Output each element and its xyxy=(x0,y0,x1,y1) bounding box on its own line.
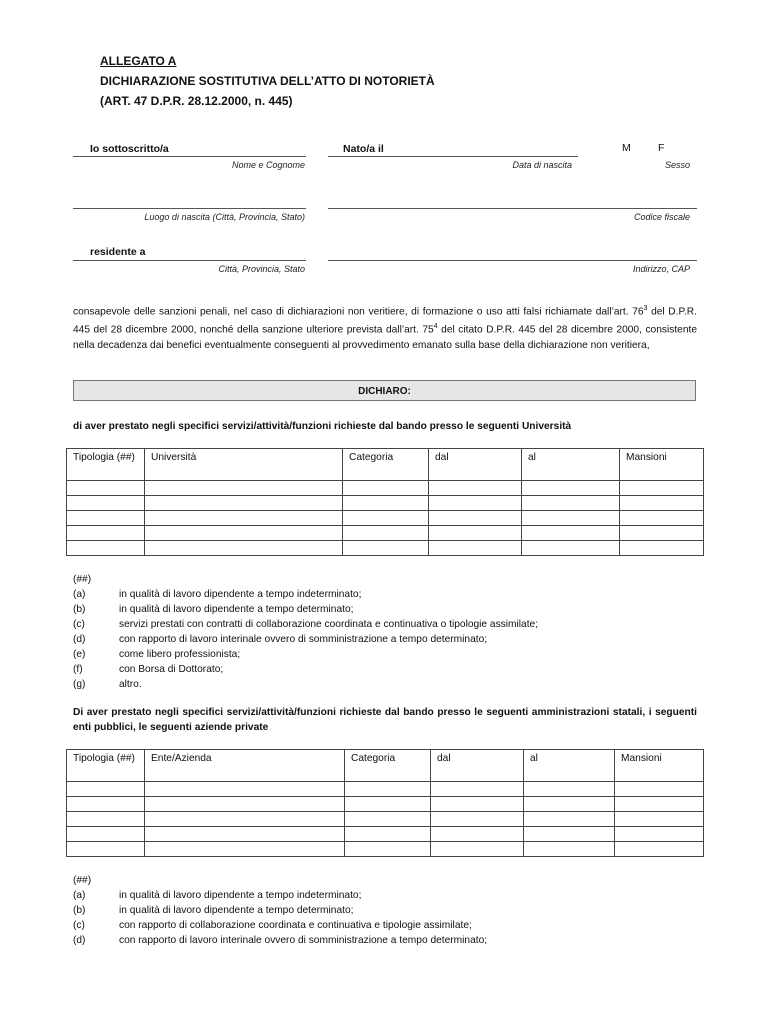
data-nascita-caption: Data di nascita xyxy=(512,160,572,170)
col-dal: dal xyxy=(429,449,522,481)
legend-item: (g) altro. xyxy=(73,679,142,690)
legend-item: (##) xyxy=(73,875,92,886)
tipologia-legend-1 xyxy=(73,572,538,692)
legend-item: (f) con Borsa di Dottorato; xyxy=(73,664,224,675)
table-header-row xyxy=(67,750,704,782)
citta-field[interactable] xyxy=(73,260,306,261)
legend-item: (a) in qualità di lavoro dipendente a tempo indeterminato; xyxy=(73,589,362,600)
legend-item: (a) in qualità di lavoro dipendente a tempo indeterminato; xyxy=(73,890,362,901)
legend-item: (d) con rapporto di lavoro interinale ovvero di somministrazione a tempo determinato; xyxy=(73,634,488,645)
col-al: al xyxy=(524,750,615,782)
col-mansioni: Mansioni xyxy=(620,449,704,481)
col-mansioni: Mansioni xyxy=(615,750,704,782)
citta-caption: Città, Provincia, Stato xyxy=(218,264,305,274)
col-categoria: Categoria xyxy=(345,750,431,782)
legend-item: (b) in qualità di lavoro dipendente a tempo determinato; xyxy=(73,604,354,615)
table-row[interactable] xyxy=(67,827,704,842)
table-row[interactable] xyxy=(67,797,704,812)
table-row[interactable] xyxy=(67,842,704,857)
section2-intro: Di aver prestato negli specifici servizi/attività/funzioni richieste dal bando presso le seguenti amministrazioni statali, i seguenti enti pubblici, le seguenti aziende private xyxy=(73,707,697,733)
codice-fiscale-caption: Codice fiscale xyxy=(633,212,690,222)
table-row[interactable] xyxy=(67,496,704,511)
dichiaro-banner: DICHIARO: xyxy=(73,380,696,401)
sex-m-option[interactable]: M xyxy=(622,142,631,154)
col-universita: Università xyxy=(145,449,343,481)
table-row[interactable] xyxy=(67,511,704,526)
document-reference: (ART. 47 D.P.R. 28.12.2000, n. 445) xyxy=(100,94,293,108)
legend-item: (d) con rapporto di lavoro interinale ovvero di somministrazione a tempo determinato; xyxy=(73,935,488,946)
sex-f-option[interactable]: F xyxy=(658,142,665,154)
col-tipologia: Tipologia (##) xyxy=(67,750,145,782)
legend-item: (e) come libero professionista; xyxy=(73,649,241,660)
section1-intro: di aver prestato negli specifici servizi/attività/funzioni richieste dal bando presso le seguenti Università xyxy=(73,421,572,432)
table-header-row xyxy=(67,449,704,481)
enti-table xyxy=(66,749,704,857)
col-tipologia: Tipologia (##) xyxy=(67,449,145,481)
sottoscritto-label: Io sottoscritto/a xyxy=(90,143,169,155)
nome-field[interactable] xyxy=(73,156,306,157)
legend-item: (b) in qualità di lavoro dipendente a tempo determinato; xyxy=(73,905,354,916)
legend-item: (c) con rapporto di collaborazione coordinata e continuativa e tipologie assimilate; xyxy=(73,920,472,931)
col-categoria: Categoria xyxy=(343,449,429,481)
table-row[interactable] xyxy=(67,481,704,496)
nato-label: Nato/a il xyxy=(343,143,384,155)
sesso-caption: Sesso xyxy=(664,160,690,170)
luogo-nascita-field[interactable] xyxy=(73,208,306,209)
legend-item: (c) servizi prestati con contratti di collaborazione coordinata e continuativa o tipologie assimilate; xyxy=(73,619,539,630)
col-al: al xyxy=(522,449,620,481)
col-ente-azienda: Ente/Azienda xyxy=(145,750,345,782)
residente-label: residente a xyxy=(90,246,146,258)
legend-item: (##) xyxy=(73,574,92,585)
codice-fiscale-field[interactable] xyxy=(328,208,697,209)
data-nascita-field[interactable] xyxy=(328,156,578,157)
table-row[interactable] xyxy=(67,541,704,556)
nome-caption: Nome e Cognome xyxy=(231,160,305,170)
document-title: ALLEGATO A xyxy=(100,54,177,68)
col-dal: dal xyxy=(431,750,524,782)
consapevole-paragraph: consapevole delle sanzioni penali, nel caso di dichiarazioni non veritiere, di formazione o uso atti falsi richiamate dall’art. $76^3$ del D.P.R. 445 del 28 dicembre 2000, nonché della sanzione ulteriore prevista dall’art. $75^4$ del citato D.P.R. 445 del 28 dicembre 2000, consistente nella decadenza dai benefici eventualmente conseguenti al provvedimento emanato sulla base della dichiarazione non veritiera, xyxy=(73,305,697,351)
table-row[interactable] xyxy=(67,526,704,541)
table-row[interactable] xyxy=(67,812,704,827)
table-row[interactable] xyxy=(67,782,704,797)
indirizzo-field[interactable] xyxy=(328,260,697,261)
luogo-nascita-caption: Luogo di nascita (Città, Provincia, Stato) xyxy=(144,212,305,222)
universita-table xyxy=(66,448,704,556)
indirizzo-caption: Indirizzo, CAP xyxy=(632,264,690,274)
tipologia-legend-2 xyxy=(73,873,487,948)
document-subtitle: DICHIARAZIONE SOSTITUTIVA DELL’ATTO DI NOTORIETÀ xyxy=(100,74,435,88)
